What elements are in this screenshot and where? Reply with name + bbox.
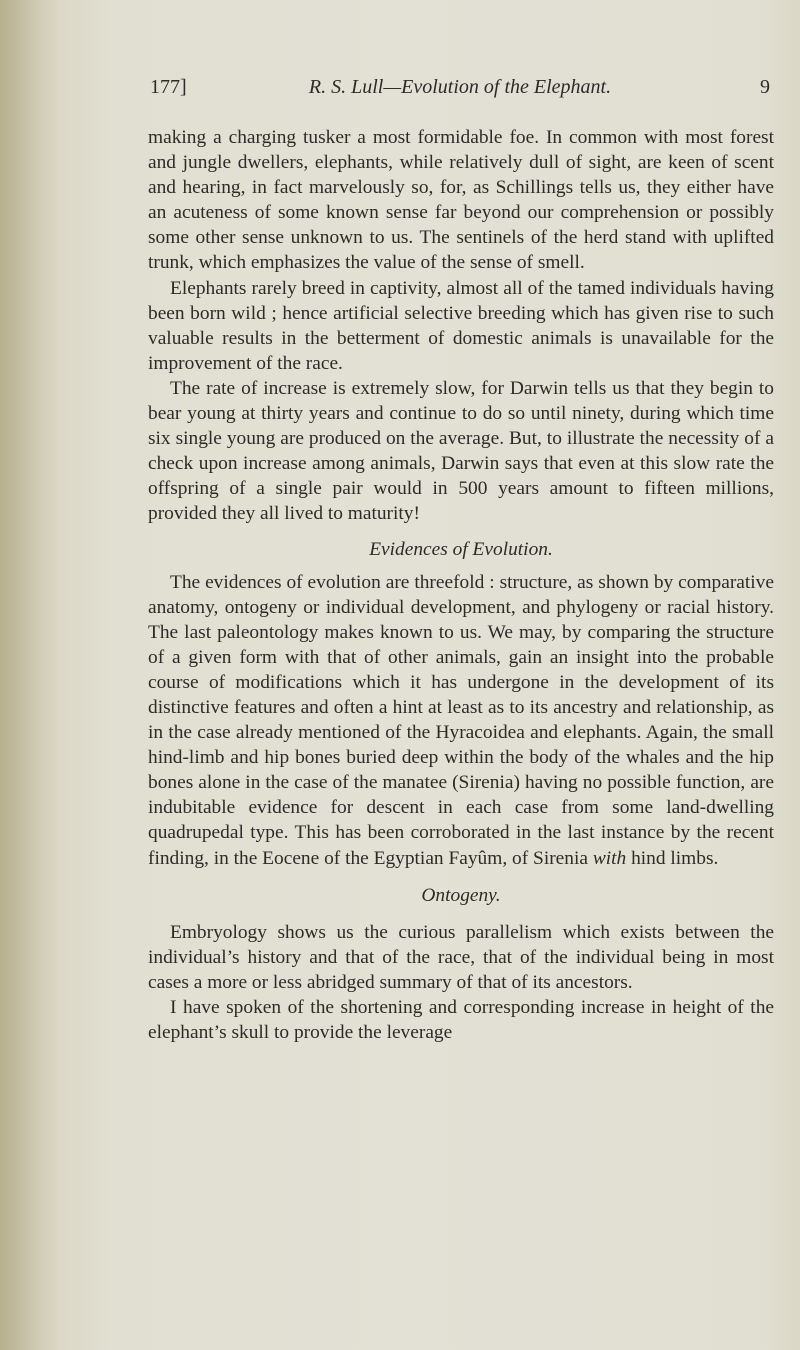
- body-text: [148, 125, 774, 1045]
- bracketed-page-number: 177]: [150, 76, 187, 98]
- page-gutter-shadow: [0, 0, 60, 1350]
- paragraph-text: hind limbs.: [626, 847, 719, 869]
- paragraph: I have spoken of the shortening and corresponding increase in height of the elephant’s skull to provide the leverage: [148, 996, 774, 1043]
- paragraph-text: The evidences of evolution are threefold : structure, as shown by comparative anatomy, ontogeny or individual development, and phylogeny or racial history. The last paleontology makes known to us. We may, by comparing the structure of a given form with that of other animals, gain an insight into the probable course of modifications which it has undergone in the development of its distinctive features and often a hint at least as to its ancestry and relationship, as in the case already mentioned of the Hyracoidea and elephants. Again, the small hind-limb and hip bones buried deep within the body of the whales and the hip bones alone in the case of the manatee (Sirenia) having no possible function, are indubitable evidence for descent in each case from some land-dwelling quadrupedal type. This has been corroborated in the last instance by the recent finding, in the Eocene of the Egyptian Fayûm, of Sirenia: [148, 571, 774, 869]
- paragraph: making a charging tusker a most formidable foe. In common with most forest and jungle dwellers, elephants, while relatively dull of sight, are keen of scent and hearing, in fact marvelously so, for, as Schillings tells us, they either have an acuteness of some known sense far beyond our comprehension or possibly some other sense unknown to us. The sentinels of the herd stand with uplifted trunk, which emphasizes the value of the sense of smell.: [148, 127, 774, 274]
- page-number: 9: [760, 76, 770, 98]
- running-title: R. S. Lull—Evolution of the Elephant.: [308, 76, 612, 98]
- paragraph: Elephants rarely breed in captivity, almost all of the tamed individuals having been born wild ; hence artificial selective breeding which has given rise to such valuable results in the betterment of domestic animals is unavailable for the improvement of the race.: [148, 277, 774, 374]
- paragraph: Embryology shows us the curious parallelism which exists between the individual’s history and that of the race, that of the individual being in most cases a more or less abridged summary of that of its ancestors.: [148, 921, 774, 993]
- page-header: [150, 76, 770, 106]
- section-heading: Evidences of Evolution.: [369, 538, 553, 560]
- emphasis: with: [592, 847, 627, 869]
- paragraph: The rate of increase is extremely slow, for Darwin tells us that they begin to bear young at thirty years and continue to do so until ninety, during which time six single young are produced on the average. But, to illustrate the necessity of a check upon increase among animals, Darwin says that even at this slow rate the offspring of a single pair would in 500 years amount to fifteen millions, provided they all lived to maturity!: [148, 377, 774, 525]
- paragraph: [148, 570, 774, 871]
- section-heading: Ontogeny.: [421, 884, 501, 906]
